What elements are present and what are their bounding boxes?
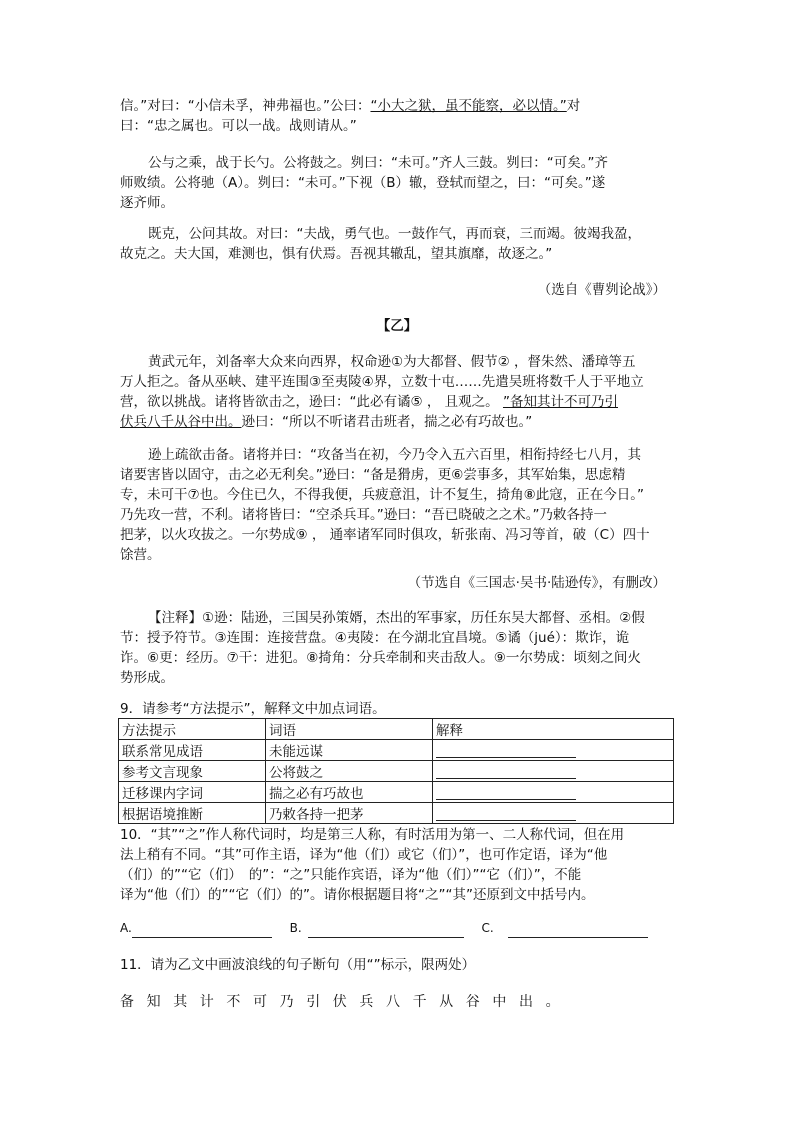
yi-p2-line6: 馀营。 (120, 547, 161, 563)
method-cell: 根据语境推断 (119, 803, 266, 824)
notes-line4: 势形成。 (120, 670, 174, 686)
word-cell: 未能远谋 (266, 740, 433, 761)
yi-p1-line2: 万人拒之。备从巫峡、建平连围③至夷陵④界，立数十屯……先遣吴班将数千人于平地立 (120, 374, 644, 390)
jia-p2-line3: 逐齐师。 (120, 195, 174, 211)
answer-c-blank[interactable] (508, 923, 648, 938)
word-cell: 乃敕各持一把茅 (266, 803, 433, 824)
q11-prompt: 11．请为乙文中画波浪线的句子断句（用“”标示，限两处） (120, 957, 476, 973)
answer-cell[interactable] (433, 740, 674, 761)
q10-line3: （们）的”“它（们） 的”：“之”只能作宾语，译为“他（们）”“它（们）”，不能 (120, 867, 582, 883)
yi-p2-line3: 专，未可干⑦也。今住已久，不得我便，兵疲意沮，计不复生，掎角⑧此寇，正在今日。” (120, 487, 644, 503)
q10-line2: 法上稍有不同。“其”可作主语，译为“他（们）或它（们）”，也可作定语，译为“他 (120, 847, 608, 863)
yi-p1-line4: 伏兵八千从谷中出。逊曰：“所以不听诸君击班者，揣之必有巧故也。” (120, 414, 533, 430)
answer-b-label: B. (289, 921, 302, 935)
jia-p2-line2: 师败绩。公将驰（A）。刿曰：“未可。”下视（B）辙，登轼而望之，曰：“可矣。”遂 (120, 175, 606, 191)
q10-answers (120, 918, 648, 938)
wavy-sentence-part1: ”备知其计不可乃引 (502, 394, 618, 410)
answer-blank[interactable] (436, 743, 576, 758)
jia-p1-line1: 信。”对曰：“小信未孚，神弗福也。”公曰：“小大之狱，虽不能察，必以情。”对 (120, 98, 581, 114)
underlined-quote: “小大之狱，虽不能察，必以情。” (370, 98, 567, 114)
header-explanation: 解释 (433, 719, 674, 740)
table-row (119, 761, 674, 782)
q10-line1: 10．“其”“之”作人称代词时，均是第三人称，有时活用为第一、二人称代词，但在用 (120, 827, 625, 843)
word-cell: 公将鼓之 (266, 761, 433, 782)
q11-sentence: 备知其计不可乃引伏兵八千从谷中出。 (120, 994, 573, 1010)
answer-cell[interactable] (433, 803, 674, 824)
yi-p1-line1: 黄武元年，刘备率大众来向西界，权命逊①为大都督、假节② ，督朱然、潘璋等五 (148, 354, 636, 370)
method-cell: 迁移课内字词 (119, 782, 266, 803)
jia-p1-line2: 曰：“忠之属也。可以一战。战则请从。” (120, 118, 357, 134)
table-row (119, 740, 674, 761)
table-header-row (119, 719, 674, 740)
answer-b-blank[interactable] (308, 923, 464, 938)
answer-blank[interactable] (436, 806, 576, 821)
word-cell: 揣之必有巧故也 (266, 782, 433, 803)
yi-heading: 【乙】 (376, 318, 418, 334)
notes-line2: 节：授予符节。③连围：连接营盘。④夷陵：在今湖北宜昌境。⑤谲（jué）：欺诈，诡 (120, 630, 630, 646)
yi-p2-line4: 乃先攻一营，不利。诸将皆曰：“空杀兵耳。”逊曰：“吾已晓破之之术。”乃敕各持一 (120, 507, 607, 523)
yi-p2-line5: 把茅，以火攻拔之。一尔势成⑨ ， 通率诸军同时俱攻，斩张南、冯习等首，破（C）四十 (120, 527, 650, 543)
table-row (119, 803, 674, 824)
jia-source: （选自《曹刿论战》） (537, 282, 666, 298)
answer-a-blank[interactable] (132, 923, 272, 938)
header-method: 方法提示 (119, 719, 266, 740)
answer-blank[interactable] (436, 785, 576, 800)
answer-c-label: C. (481, 921, 494, 935)
jia-p3-line2: 故克之。夫大国，难测也，惧有伏焉。吾视其辙乱，望其旗靡，故逐之。” (120, 246, 553, 262)
method-cell: 参考文言现象 (119, 761, 266, 782)
jia-p3-line1: 既克，公问其故。对曰：“夫战，勇气也。一鼓作气，再而衰，三而竭。彼竭我盈， (148, 226, 641, 242)
table-row (119, 782, 674, 803)
notes-line1: 【注释】①逊：陆逊，三国吴孙策婿，杰出的军事家，历任东吴大都督、丞相。②假 (148, 610, 645, 626)
q9-table (118, 718, 674, 824)
answer-blank[interactable] (436, 764, 576, 779)
answer-a-label: A. (120, 921, 132, 935)
q9-prompt: 9．请参考“方法提示”，解释文中加点词语。 (120, 701, 386, 717)
yi-p2-line1: 逊上疏欲击备。诸将并曰：“攻备当在初，今乃令入五六百里，相衔持经七八月，其 (148, 447, 641, 463)
q10-line4: 译为“他（们）的”“它（们）的”。请你根据题目将“之”“其”还原到文中括号内。 (120, 887, 595, 903)
header-word: 词语 (266, 719, 433, 740)
method-cell: 联系常见成语 (119, 740, 266, 761)
yi-p2-line2: 诸要害皆以固守，击之必无利矣。”逊曰：“备是猾虏，更⑥尝事多，其军始集，思虑精 (120, 467, 626, 483)
answer-cell[interactable] (433, 782, 674, 803)
yi-p1-line3: 营，欲以挑战。诸将皆欲击之，逊曰：“此必有谲⑤ ， 且观之。 ”备知其计不可乃引 (120, 394, 618, 410)
jia-p2-line1: 公与之乘，战于长勺。公将鼓之。刿曰：“未可。”齐人三鼓。刿曰：“可矣。”齐 (148, 155, 608, 171)
yi-source: （节选自《三国志·吴书·陆逊传》，有删改） (407, 575, 666, 591)
answer-cell[interactable] (433, 761, 674, 782)
wavy-sentence-part2: 伏兵八千从谷中出。 (120, 414, 242, 430)
notes-line3: 诈。⑥更：经历。⑦干：进犯。⑧掎角：分兵牵制和夹击敌人。⑨一尔势成：顷刻之间火 (120, 650, 641, 666)
